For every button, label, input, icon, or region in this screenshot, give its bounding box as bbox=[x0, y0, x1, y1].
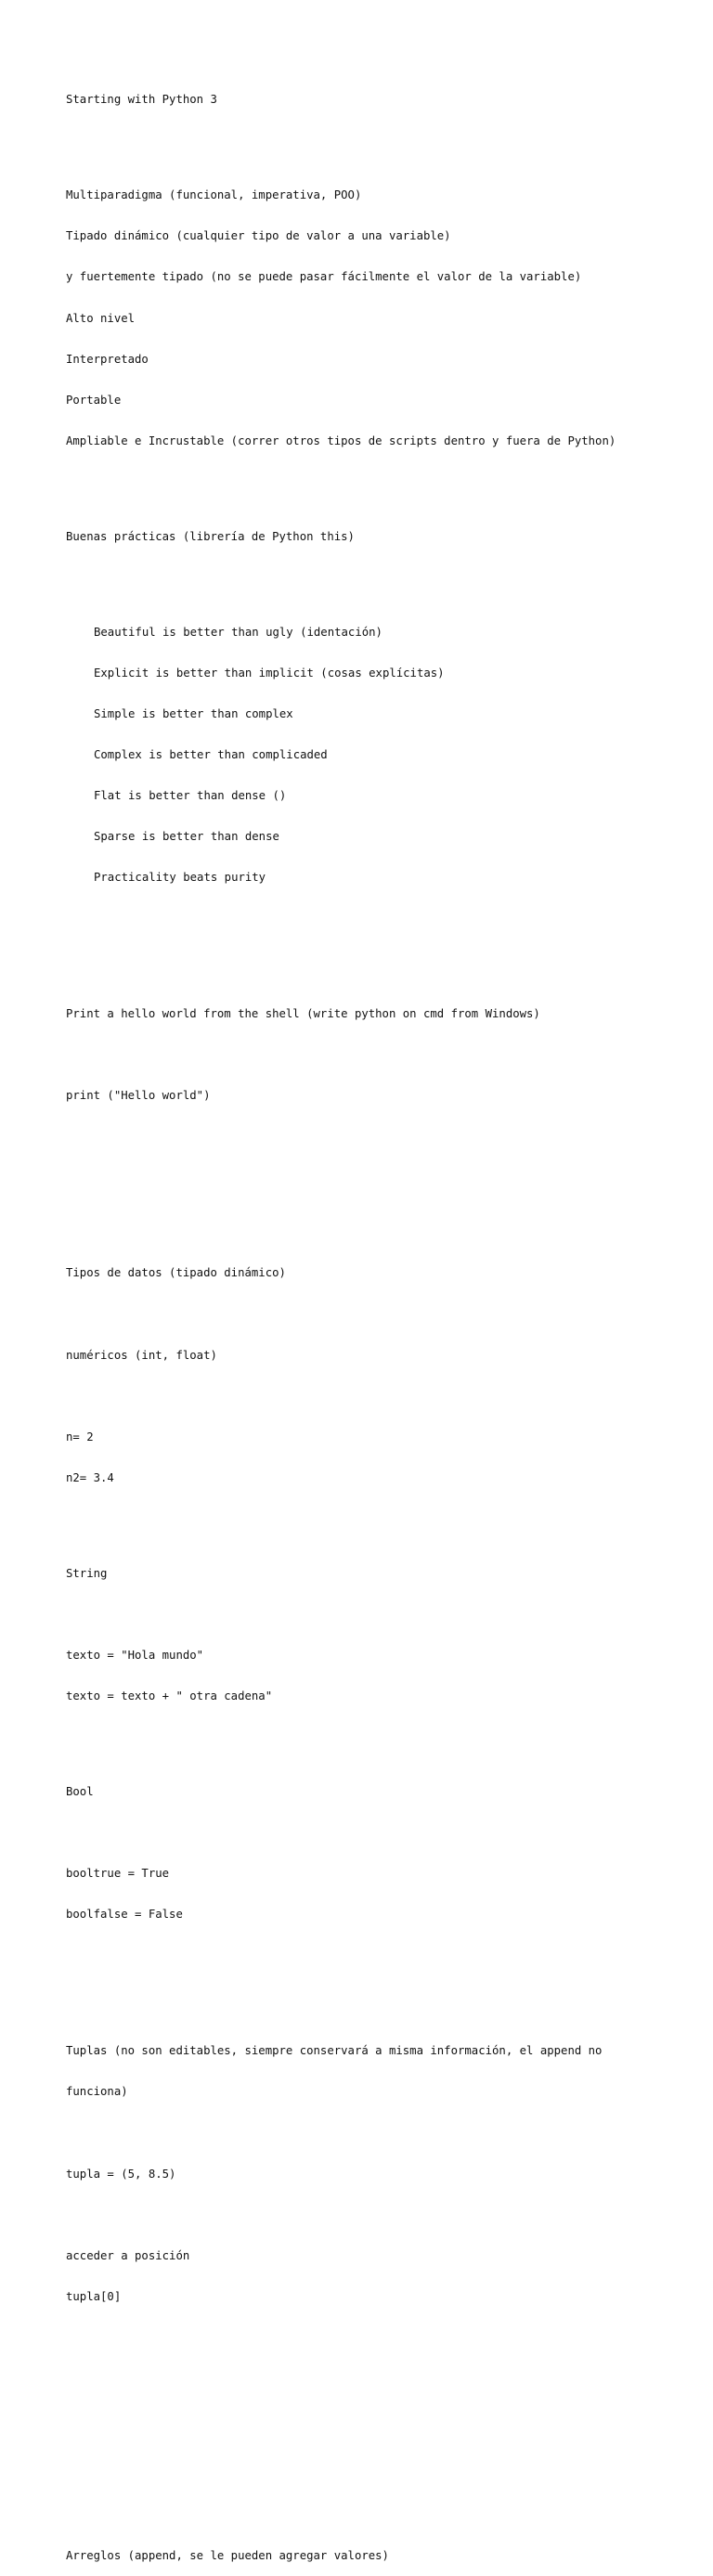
hello-code: print ("Hello world") bbox=[66, 1089, 211, 1103]
tuple-code: tupla = (5, 8.5) bbox=[66, 2167, 176, 2181]
zen-line: Beautiful is better than ugly (identación) bbox=[94, 625, 382, 639]
zen-line: Complex is better than complicaded bbox=[94, 747, 328, 761]
good-practices-heading: Buenas prácticas (librería de Python this) bbox=[66, 529, 355, 543]
zen-line: Practicality beats purity bbox=[94, 871, 266, 885]
tuple-access-label: acceder a posición bbox=[66, 2248, 190, 2262]
feature-line: Tipado dinámico (cualquier tipo de valor a una variable) bbox=[66, 229, 451, 243]
arrays-heading: Arreglos (append, se le pueden agregar valores) bbox=[66, 2549, 389, 2563]
document-page bbox=[66, 66, 697, 2576]
zen-line: Explicit is better than implicit (cosas explícitas) bbox=[94, 666, 445, 680]
numeric-heading: numéricos (int, float) bbox=[66, 1348, 217, 1362]
tuple-access-code: tupla[0] bbox=[66, 2289, 122, 2303]
tuple-heading-cont: funciona) bbox=[66, 2085, 128, 2099]
document-title: Starting with Python 3 bbox=[66, 93, 217, 107]
feature-line: Interpretado bbox=[66, 352, 149, 366]
zen-line: Sparse is better than dense bbox=[94, 830, 279, 844]
feature-line: Multiparadigma (funcional, imperativa, POO) bbox=[66, 188, 362, 202]
bool-code-line: boolfalse = False bbox=[66, 1908, 183, 1922]
numeric-code-line: n= 2 bbox=[66, 1430, 94, 1443]
tuple-heading: Tuplas (no son editables, siempre conservará a misma información, el append no bbox=[66, 2044, 603, 2058]
string-heading: String bbox=[66, 1566, 108, 1580]
feature-line: y fuertemente tipado (no se puede pasar fácilmente el valor de la variable) bbox=[66, 270, 582, 284]
feature-line: Portable bbox=[66, 393, 122, 407]
string-code-line: texto = "Hola mundo" bbox=[66, 1649, 204, 1662]
numeric-code-line: n2= 3.4 bbox=[66, 1470, 114, 1484]
feature-line: Alto nivel bbox=[66, 311, 136, 325]
zen-line: Flat is better than dense () bbox=[94, 789, 287, 803]
string-code-line: texto = texto + " otra cadena" bbox=[66, 1689, 273, 1703]
bool-code-line: booltrue = True bbox=[66, 1867, 170, 1881]
zen-line: Simple is better than complex bbox=[94, 706, 293, 720]
types-heading: Tipos de datos (tipado dinámico) bbox=[66, 1266, 286, 1280]
bool-heading: Bool bbox=[66, 1784, 94, 1798]
feature-line: Ampliable e Incrustable (correr otros tipos de scripts dentro y fuera de Python) bbox=[66, 434, 616, 447]
hello-heading: Print a hello world from the shell (write python on cmd from Windows) bbox=[66, 1007, 540, 1021]
